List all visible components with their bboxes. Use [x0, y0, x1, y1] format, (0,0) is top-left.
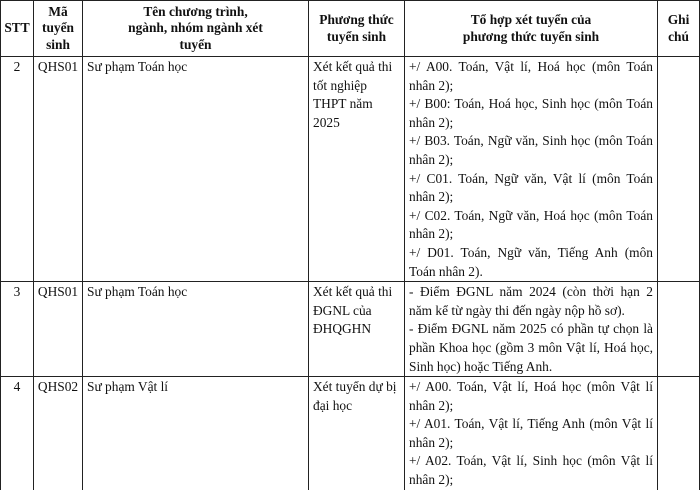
row-method: Xét kết quả thi tốt nghiệp THPT năm 2025: [309, 57, 405, 282]
row-code: QHS02: [34, 377, 83, 490]
row-program: Sư phạm Toán học: [83, 57, 309, 282]
header-method: Phương thức tuyển sinh: [309, 1, 405, 57]
combination-item: - Điểm ĐGNL năm 2025 có phần tự chọn là phần Khoa học (gồm 3 môn Vật lí, Hoá học, Sinh học) hoặc Tiếng Anh.: [409, 321, 653, 374]
row-combinations: [405, 377, 658, 490]
combination-item: +/ A02. Toán, Vật lí, Sinh học (môn Vật lí nhân 2);: [409, 453, 653, 488]
header-code: Mã tuyển sinh: [34, 1, 83, 57]
row-program: Sư phạm Toán học: [83, 282, 309, 377]
row-note: [658, 57, 700, 282]
row-method: Xét tuyển dự bị đại học: [309, 377, 405, 490]
header-note: Ghi chú: [658, 1, 700, 57]
combination-item: +/ B00: Toán, Hoá học, Sinh học (môn Toán nhân 2);: [409, 96, 653, 130]
combination-item: +/ A00. Toán, Vật lí, Hoá học (môn Toán nhân 2);: [409, 59, 653, 93]
table-row: [1, 282, 700, 377]
combination-item: +/ D01. Toán, Ngữ văn, Tiếng Anh (môn Toán nhân 2).: [409, 244, 653, 279]
row-combinations: [405, 57, 658, 282]
table-row: [1, 377, 700, 490]
combination-item: +/ A00. Toán, Vật lí, Hoá học (môn Vật lí nhân 2);: [409, 379, 653, 413]
row-stt: 4: [1, 377, 34, 490]
combination-item: +/ B03. Toán, Ngữ văn, Sinh học (môn Toán nhân 2);: [409, 133, 653, 167]
row-stt: 3: [1, 282, 34, 377]
header-row: [1, 1, 700, 57]
row-code: QHS01: [34, 282, 83, 377]
table-row: [1, 57, 700, 282]
header-combination: Tổ hợp xét tuyển của phương thức tuyển sinh: [405, 1, 658, 57]
row-program: Sư phạm Vật lí: [83, 377, 309, 490]
combination-item: +/ A01. Toán, Vật lí, Tiếng Anh (môn Vật lí nhân 2);: [409, 416, 653, 450]
row-combinations: [405, 282, 658, 377]
combination-item: - Điểm ĐGNL năm 2024 (còn thời hạn 2 năm kể từ ngày thi đến ngày nộp hồ sơ).: [409, 284, 653, 318]
header-program: Tên chương trình, ngành, nhóm ngành xét tuyển: [83, 1, 309, 57]
row-code: QHS01: [34, 57, 83, 282]
header-stt: STT: [1, 1, 34, 57]
row-note: [658, 282, 700, 377]
combination-item: +/ C02. Toán, Ngữ văn, Hoá học (môn Toán nhân 2);: [409, 207, 653, 242]
row-stt: 2: [1, 57, 34, 282]
row-method: Xét kết quả thi ĐGNL của ĐHQGHN: [309, 282, 405, 377]
combination-item: +/ C01. Toán, Ngữ văn, Vật lí (môn Toán nhân 2);: [409, 170, 653, 205]
row-note: [658, 377, 700, 490]
